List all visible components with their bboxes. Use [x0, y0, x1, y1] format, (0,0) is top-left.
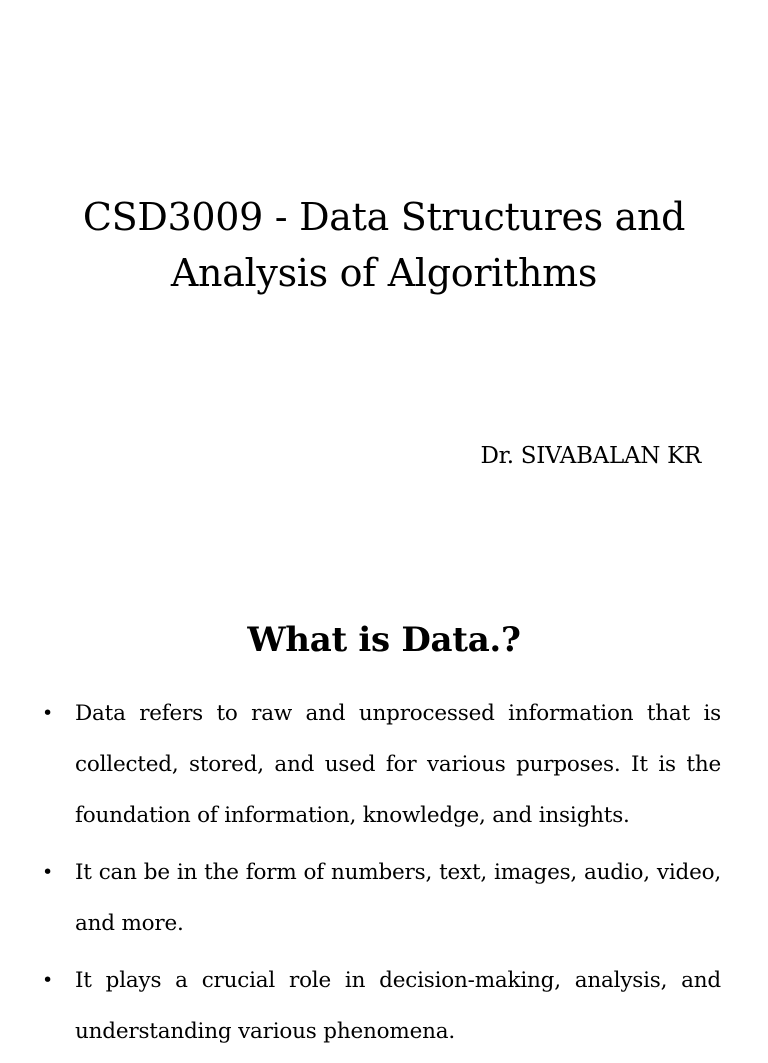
- slide-heading: What is Data.?: [247, 620, 521, 660]
- bullet-icon: •: [42, 861, 54, 883]
- slide-title: [0, 189, 768, 301]
- author-name: Dr. SIVABALAN KR: [480, 443, 701, 469]
- list-item: [0, 955, 721, 1057]
- bullet-text: It plays a crucial role in decision-making, analysis, and understanding various phenomena.: [75, 968, 721, 1044]
- bullet-icon: •: [42, 969, 54, 991]
- content-slide: [0, 576, 768, 1044]
- list-item: [0, 847, 721, 949]
- bullet-list: [0, 688, 768, 1063]
- slide-title-line-1: CSD3009 - Data Structures and: [82, 195, 686, 239]
- bullet-text: Data refers to raw and unprocessed information that is collected, stored, and used for various purposes. It is the foundation of information, knowledge, and insights.: [75, 701, 721, 828]
- slide-title-line-2: Analysis of Algorithms: [170, 251, 598, 295]
- bullet-text: It can be in the form of numbers, text, images, audio, video, and more.: [75, 860, 721, 936]
- bullet-icon: •: [42, 702, 54, 724]
- list-item: [0, 688, 721, 841]
